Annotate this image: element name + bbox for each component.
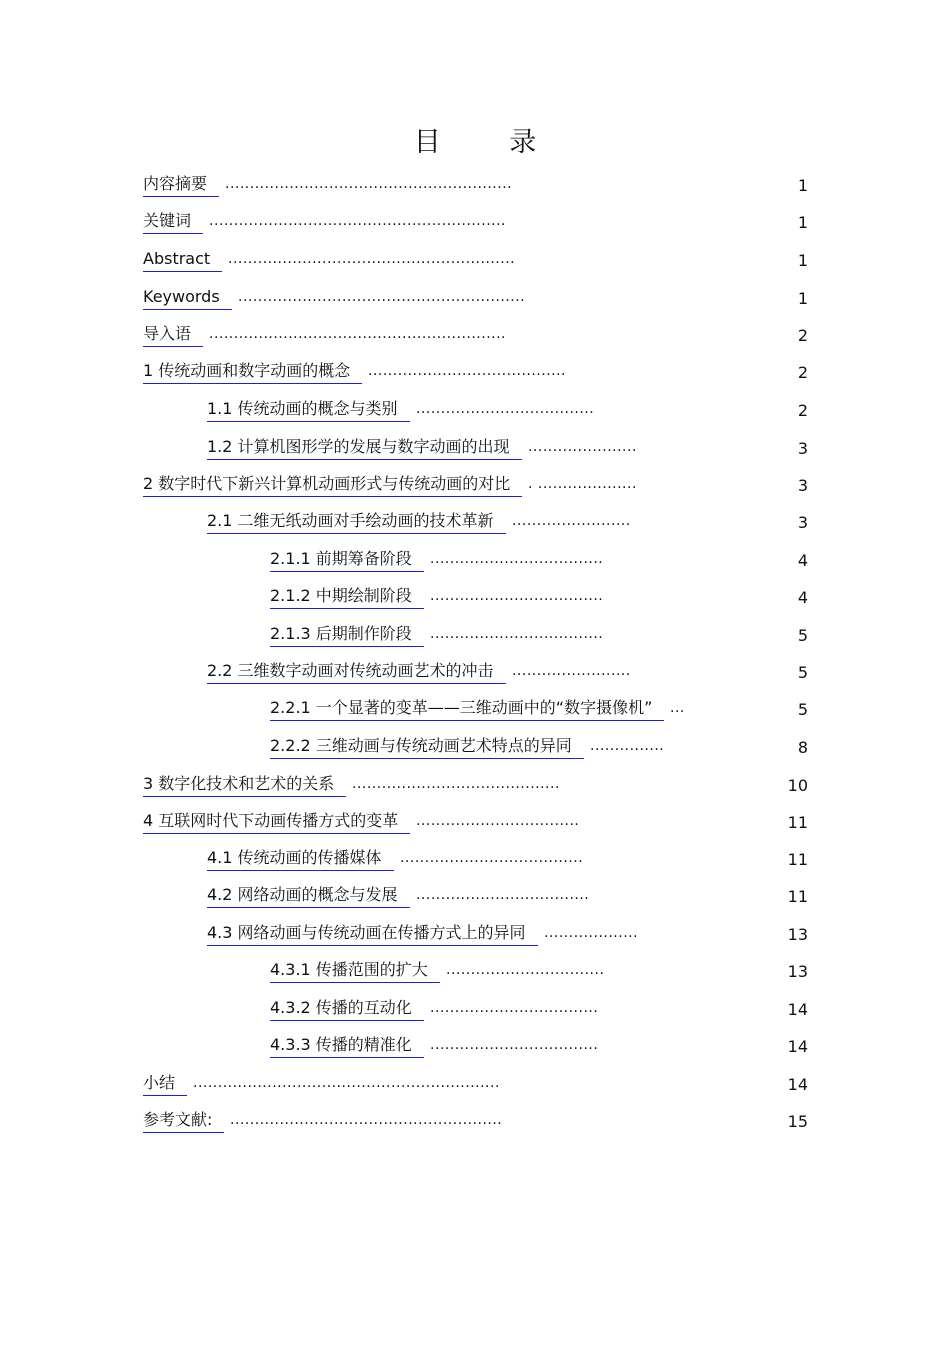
toc-leader-dots: .................................... [416,401,595,417]
toc-page-number: 11 [787,850,808,869]
toc-entry[interactable] [0,696,950,724]
toc-entry[interactable] [0,846,950,874]
toc-entry[interactable] [0,285,950,313]
toc-leader-dots: ............................................................ [209,326,507,342]
toc-page-number: 1 [797,289,808,308]
toc-entry-link[interactable]: 2.2.1 一个显著的变革——三维动画中的“数字摄像机” [270,696,664,721]
toc-leader-dots: ................................... [430,626,604,642]
toc-page-number: 14 [787,1000,808,1019]
toc-entry[interactable] [0,958,950,986]
toc-leader-dots: ........................ [512,663,631,679]
toc-leader-dots: .......................................................... [225,176,513,192]
toc-page-number: 2 [797,401,808,420]
toc-entry-link[interactable]: 2.2 三维数字动画对传统动画艺术的冲击 [207,659,506,684]
toc-entry-link[interactable]: 2.2.2 三维动画与传统动画艺术特点的异同 [270,734,584,759]
toc-entry[interactable] [0,734,950,762]
toc-entry-link[interactable]: 2.1 二维无纸动画对手绘动画的技术革新 [207,509,506,534]
toc-page-number: 11 [787,887,808,906]
toc-entry[interactable] [0,247,950,275]
toc-entry[interactable] [0,659,950,687]
toc-leader-dots: ............................................................ [209,213,507,229]
toc-entry-link[interactable]: 2.1.3 后期制作阶段 [270,622,424,647]
toc-leader-dots: .............................................................. [193,1075,500,1091]
toc-entry[interactable] [0,435,950,463]
toc-entry-link[interactable]: 参考文献: [143,1108,224,1133]
toc-page-number: 14 [787,1075,808,1094]
toc-leader-dots: ................................... [430,588,604,604]
toc-entry-link[interactable]: 2.1.2 中期绘制阶段 [270,584,424,609]
toc-entry[interactable] [0,622,950,650]
toc-entry-link[interactable]: 1.2 计算机图形学的发展与数字动画的出现 [207,435,522,460]
toc-leader-dots: .......................................................... [228,251,516,267]
toc-entry[interactable] [0,584,950,612]
toc-page-number: 5 [797,663,808,682]
toc-page-number: 15 [787,1112,808,1131]
toc-entry-link[interactable]: 1.1 传统动画的概念与类别 [207,397,410,422]
toc-entry[interactable] [0,883,950,911]
toc-entry-link[interactable]: 关键词 [143,209,203,234]
toc-entry-link[interactable]: 4.3.2 传播的互动化 [270,996,424,1021]
toc-entry[interactable] [0,1108,950,1136]
toc-entry-link[interactable]: 4.1 传统动画的传播媒体 [207,846,394,871]
toc-title: 目 录 [413,127,567,158]
toc-page-number: 8 [797,738,808,757]
toc-page-number: 5 [797,626,808,645]
toc-page-number: 10 [787,776,808,795]
toc-entry[interactable] [0,397,950,425]
toc-entry[interactable] [0,172,950,200]
toc-entry-link[interactable]: 4 互联网时代下动画传播方式的变革 [143,809,410,834]
toc-page-number: 2 [797,363,808,382]
toc-entry-link[interactable]: 2.1.1 前期筹备阶段 [270,547,424,572]
toc-leader-dots: ....................................................... [230,1112,503,1128]
toc-page-number: 4 [797,551,808,570]
toc-leader-dots: ................................... [430,551,604,567]
toc-entry-link[interactable]: 3 数字化技术和艺术的关系 [143,772,346,797]
toc-entry-link[interactable]: Keywords [143,285,232,310]
toc-entry-link[interactable]: 内容摘要 [143,172,219,197]
toc-entry-link[interactable]: 4.3.3 传播的精准化 [270,1033,424,1058]
toc-entry[interactable] [0,359,950,387]
toc-entry-link[interactable]: 4.3 网络动画与传统动画在传播方式上的异同 [207,921,538,946]
toc-entry-link[interactable]: 4.3.1 传播范围的扩大 [270,958,440,983]
toc-leader-dots: ................................... [416,887,590,903]
toc-entry-link[interactable]: 4.2 网络动画的概念与发展 [207,883,410,908]
toc-page-number: 3 [797,476,808,495]
toc-page-number: 5 [797,700,808,719]
toc-leader-dots: .......................................... [352,776,560,792]
toc-entry-link[interactable]: 1 传统动画和数字动画的概念 [143,359,362,384]
toc-leader-dots: ................... [544,925,639,941]
toc-entry[interactable] [0,509,950,537]
toc-entry-link[interactable]: 小结 [143,1071,187,1096]
toc-entry[interactable] [0,547,950,575]
toc-page-number: 14 [787,1037,808,1056]
toc-leader-dots: . .................... [528,476,637,492]
toc-page-number: 11 [787,813,808,832]
toc-entry[interactable] [0,996,950,1024]
toc-entry[interactable] [0,322,950,350]
toc-leader-dots: ................................ [446,962,605,978]
toc-leader-dots: .......................................................... [238,289,526,305]
toc-page-number: 1 [797,213,808,232]
toc-page-number: 13 [787,925,808,944]
toc-leader-dots: ........................................ [368,363,567,379]
toc-entry[interactable] [0,209,950,237]
toc-entry[interactable] [0,1033,950,1061]
toc-page-number: 13 [787,962,808,981]
toc-entry[interactable] [0,809,950,837]
toc-page-number: 2 [797,326,808,345]
toc-entry-link[interactable]: 2 数字时代下新兴计算机动画形式与传统动画的对比 [143,472,522,497]
toc-entry-link[interactable]: Abstract [143,247,222,272]
toc-page-number: 1 [797,251,808,270]
toc-leader-dots: ........................ [512,513,631,529]
toc-leader-dots: ..................................... [400,850,584,866]
toc-leader-dots: .................................. [430,1000,599,1016]
toc-entry[interactable] [0,472,950,500]
toc-leader-dots: ... [670,700,685,716]
toc-leader-dots: ............... [590,738,665,754]
toc-leader-dots: .................................. [430,1037,599,1053]
toc-page-number: 3 [797,513,808,532]
toc-page-number: 1 [797,176,808,195]
toc-leader-dots: ................................. [416,813,580,829]
toc-entry[interactable] [0,772,950,800]
toc-page-number: 4 [797,588,808,607]
toc-entry[interactable] [0,921,950,949]
toc-page-number: 3 [797,439,808,458]
toc-entry-link[interactable]: 导入语 [143,322,203,347]
toc-entry[interactable] [0,1071,950,1099]
toc-leader-dots: ...................... [528,439,637,455]
